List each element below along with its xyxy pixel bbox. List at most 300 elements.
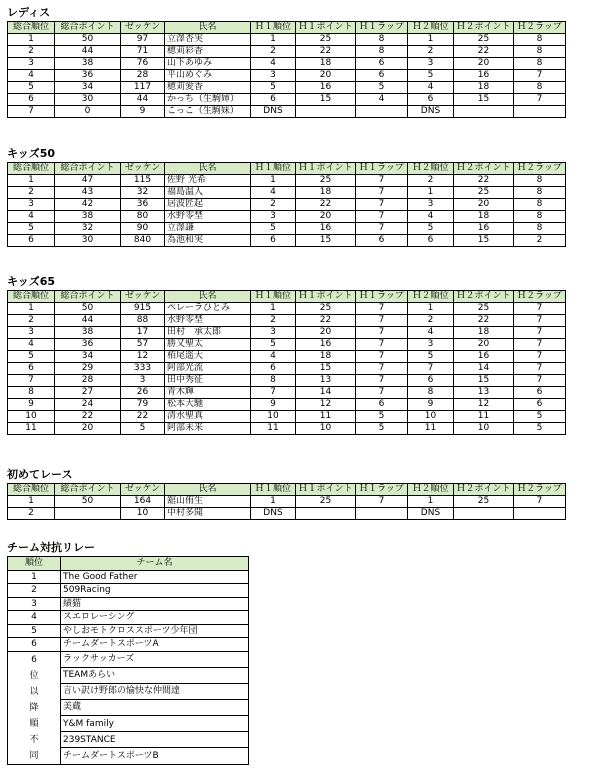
table-cell: 7 [356, 315, 408, 327]
table-row [8, 327, 566, 339]
table-cell: 50 [55, 34, 121, 46]
table-cell: 25 [454, 303, 514, 315]
table-cell: 9 [251, 399, 296, 411]
table-cell: 11 [8, 423, 55, 435]
table-cell: 穂苅愛香 [165, 82, 251, 94]
table-cell: 14 [454, 363, 514, 375]
table-cell: 8 [514, 223, 566, 235]
relay-unranked-label-char: 不 [29, 734, 39, 745]
table-cell: 15 [296, 94, 356, 106]
table-cell: 2 [8, 315, 55, 327]
table-cell: 8 [514, 199, 566, 211]
relay-rank: 4 [8, 611, 61, 625]
relay-team: 239STANCE [61, 732, 249, 748]
column-header: Ｈ２順位 [408, 163, 454, 175]
column-header: Ｈ１ラップ [356, 163, 408, 175]
table-cell: 22 [454, 315, 514, 327]
table-cell: 阿部未来 [165, 423, 251, 435]
table-row [8, 82, 566, 94]
table-cell: 7 [356, 303, 408, 315]
table-cell: 38 [55, 58, 121, 70]
table-cell: 7 [514, 315, 566, 327]
relay-unranked-label-char: 以 [29, 686, 39, 697]
column-header: 総合順位 [8, 22, 55, 34]
table-cell: 50 [55, 496, 121, 508]
column-header: Ｈ２順位 [408, 22, 454, 34]
table-cell: 20 [454, 339, 514, 351]
table-cell: 5 [514, 423, 566, 435]
column-header: Ｈ２ラップ [514, 291, 566, 303]
relay-unranked-label-char: 同 [29, 750, 39, 761]
results-table [7, 162, 566, 247]
table-row [8, 106, 566, 118]
column-header: 氏名 [165, 22, 251, 34]
table-cell: 8 [356, 46, 408, 58]
table-cell: 18 [296, 187, 356, 199]
table-cell: 1 [251, 175, 296, 187]
table-cell: 15 [296, 235, 356, 247]
table-cell: 20 [296, 327, 356, 339]
table-cell: 栢尾遥大 [165, 351, 251, 363]
table-cell: 88 [121, 315, 165, 327]
column-header: Ｈ１ラップ [356, 22, 408, 34]
table-cell: 117 [121, 82, 165, 94]
table-cell: 29 [55, 363, 121, 375]
header-row [8, 22, 566, 34]
column-header: Ｈ１順位 [251, 484, 296, 496]
header-row [8, 163, 566, 175]
relay-team: ラックサッカーズ [61, 651, 249, 667]
table-cell: 6 [8, 94, 55, 106]
table-cell: 5 [251, 339, 296, 351]
table-cell: 3 [408, 199, 454, 211]
table-cell: 7 [356, 363, 408, 375]
column-header: Ｈ１ポイント [296, 291, 356, 303]
table-cell: 立澤謙 [165, 223, 251, 235]
table-cell: 14 [296, 387, 356, 399]
header-row [8, 484, 566, 496]
table-cell: 15 [296, 363, 356, 375]
table-cell: 青木輝 [165, 387, 251, 399]
table-cell [296, 106, 356, 118]
table-cell: 6 [8, 235, 55, 247]
table-cell: 18 [454, 82, 514, 94]
table-cell: 2 [8, 187, 55, 199]
relay-row [8, 651, 249, 667]
table-cell: 25 [454, 34, 514, 46]
table-cell: 36 [121, 199, 165, 211]
column-header: 総合順位 [8, 484, 55, 496]
table-cell: 3 [251, 211, 296, 223]
column-header: 氏名 [165, 163, 251, 175]
ladies-section [7, 6, 566, 118]
column-header: Ｈ２ポイント [454, 291, 514, 303]
table-cell: 3 [251, 70, 296, 82]
table-cell: 8 [514, 175, 566, 187]
table-cell: 6 [356, 70, 408, 82]
table-cell: 164 [121, 496, 165, 508]
relay-row [8, 611, 249, 625]
table-cell: 25 [296, 496, 356, 508]
table-cell: 8 [8, 387, 55, 399]
table-cell: 7 [356, 387, 408, 399]
table-cell: 22 [296, 46, 356, 58]
table-cell: 4 [356, 94, 408, 106]
table-cell: 25 [454, 496, 514, 508]
relay-team: 績猫 [61, 597, 249, 611]
table-cell: 97 [121, 34, 165, 46]
table-cell: 7 [356, 223, 408, 235]
table-cell: 32 [121, 187, 165, 199]
table-row [8, 363, 566, 375]
column-header: Ｈ１順位 [251, 291, 296, 303]
table-cell: DNS [251, 508, 296, 520]
relay-team: やしおモトクロススポーツ少年団 [61, 624, 249, 638]
table-cell: 36 [55, 70, 121, 82]
section-title: レディス [7, 6, 51, 19]
table-row [8, 315, 566, 327]
table-cell: 18 [296, 351, 356, 363]
table-cell: 11 [454, 411, 514, 423]
table-cell: 1 [8, 496, 55, 508]
table-cell: 50 [55, 303, 121, 315]
table-cell: 3 [8, 327, 55, 339]
column-header: Ｈ１ポイント [296, 484, 356, 496]
table-cell: 2 [408, 315, 454, 327]
table-row [8, 211, 566, 223]
table-cell: 12 [454, 399, 514, 411]
table-cell: 7 [514, 339, 566, 351]
table-cell: 1 [8, 34, 55, 46]
relay-team: チームダートスポーツA [61, 638, 249, 652]
table-cell: 8 [514, 211, 566, 223]
table-cell: 22 [454, 46, 514, 58]
table-cell: 6 [408, 375, 454, 387]
table-cell: 2 [408, 46, 454, 58]
table-row [8, 199, 566, 211]
column-header: 総合ポイント [55, 22, 121, 34]
table-cell: 11 [251, 423, 296, 435]
table-cell: 7 [514, 363, 566, 375]
table-cell: 3 [121, 375, 165, 387]
results-table [7, 483, 566, 520]
table-cell: 6 [514, 399, 566, 411]
table-cell [514, 508, 566, 520]
table-cell: 20 [296, 70, 356, 82]
relay-team: 509Racing [61, 584, 249, 598]
table-cell: 8 [408, 387, 454, 399]
table-cell: 5 [251, 223, 296, 235]
relay-rank: 6 [8, 638, 61, 652]
table-row [8, 496, 566, 508]
table-cell: 840 [121, 235, 165, 247]
table-cell: 7 [356, 175, 408, 187]
table-cell: 福島温人 [165, 187, 251, 199]
relay-unranked-label-char: 位 [29, 670, 39, 681]
table-cell: 47 [55, 175, 121, 187]
relay-rank: 1 [8, 570, 61, 584]
column-header: Ｈ２順位 [408, 484, 454, 496]
table-cell: 4 [408, 82, 454, 94]
table-cell: 3 [408, 339, 454, 351]
table-cell: 10 [251, 411, 296, 423]
table-cell: 20 [454, 199, 514, 211]
column-header: Ｈ１ラップ [356, 484, 408, 496]
table-cell: 12 [121, 351, 165, 363]
table-cell: 25 [296, 34, 356, 46]
table-cell: 3 [251, 327, 296, 339]
table-cell: 2 [514, 235, 566, 247]
table-cell: 57 [121, 339, 165, 351]
first-race-section [7, 468, 566, 520]
relay-rank: 5 [8, 624, 61, 638]
table-cell: 10 [121, 508, 165, 520]
relay-team: Y&M family [61, 716, 249, 732]
table-cell: 20 [55, 423, 121, 435]
relay-team: チームダートスポーツB [61, 748, 249, 764]
table-row [8, 223, 566, 235]
table-cell: 7 [356, 187, 408, 199]
table-cell: 18 [296, 58, 356, 70]
relay-team: スエロレーシング [61, 611, 249, 625]
table-cell: 42 [55, 199, 121, 211]
table-cell: 79 [121, 399, 165, 411]
table-cell: 穂苅彩香 [165, 46, 251, 58]
table-cell: 6 [514, 387, 566, 399]
table-row [8, 399, 566, 411]
table-cell: 7 [514, 496, 566, 508]
table-cell: 8 [514, 82, 566, 94]
kids65-section [7, 275, 566, 435]
relay-team: 言い訳け野郎の愉快な仲間達 [61, 683, 249, 699]
table-cell: 7 [514, 303, 566, 315]
table-cell: 6 [251, 363, 296, 375]
table-cell: 30 [55, 94, 121, 106]
table-cell: 44 [55, 46, 121, 58]
table-cell: 0 [55, 106, 121, 118]
relay-unranked-label [8, 651, 61, 764]
table-cell: 1 [251, 303, 296, 315]
table-cell: 7 [408, 363, 454, 375]
table-cell: 6 [251, 94, 296, 106]
table-cell: 6 [251, 235, 296, 247]
results-table [7, 21, 566, 118]
table-cell: 立澤杏実 [165, 34, 251, 46]
table-cell: 6 [8, 363, 55, 375]
table-cell: 6 [408, 235, 454, 247]
table-cell: 1 [251, 34, 296, 46]
table-cell: 18 [454, 327, 514, 339]
table-cell: 2 [408, 175, 454, 187]
table-cell: 16 [296, 223, 356, 235]
table-cell: 915 [121, 303, 165, 315]
table-cell: 28 [55, 375, 121, 387]
table-cell: 7 [356, 199, 408, 211]
kids50-section [7, 147, 566, 247]
table-cell: 4 [251, 187, 296, 199]
table-cell: 7 [356, 351, 408, 363]
table-cell: 7 [356, 211, 408, 223]
table-cell: 34 [55, 351, 121, 363]
relay-header-row [8, 557, 249, 571]
table-cell: 舘山侑生 [165, 496, 251, 508]
relay-row [8, 624, 249, 638]
table-cell: 5 [8, 223, 55, 235]
section-title: キッズ50 [7, 147, 56, 160]
column-header: 氏名 [165, 484, 251, 496]
table-cell: DNS [408, 106, 454, 118]
column-header: Ｈ２ポイント [454, 22, 514, 34]
table-cell: 16 [296, 339, 356, 351]
table-cell: 76 [121, 58, 165, 70]
table-cell: 5 [408, 351, 454, 363]
table-row [8, 351, 566, 363]
table-cell: 8 [514, 58, 566, 70]
table-cell: 3 [8, 58, 55, 70]
table-cell: かっち（生駒姉） [165, 94, 251, 106]
table-cell: 7 [8, 106, 55, 118]
table-cell: DNS [408, 508, 454, 520]
section-title: チーム対抗リレー [7, 541, 95, 554]
relay-table [7, 556, 249, 765]
table-cell: 11 [408, 423, 454, 435]
relay-row [8, 584, 249, 598]
table-cell: 勝又聖太 [165, 339, 251, 351]
table-cell: 1 [8, 175, 55, 187]
table-cell: 20 [454, 58, 514, 70]
column-header: 総合順位 [8, 291, 55, 303]
table-cell: 44 [55, 315, 121, 327]
table-cell: 8 [356, 34, 408, 46]
table-cell: 2 [251, 46, 296, 58]
table-cell: 松本大馳 [165, 399, 251, 411]
table-cell: 9 [8, 399, 55, 411]
table-cell: 3 [408, 58, 454, 70]
table-cell: 7 [514, 94, 566, 106]
table-cell: 25 [454, 187, 514, 199]
table-row [8, 58, 566, 70]
table-cell: 13 [296, 375, 356, 387]
table-cell: 11 [296, 411, 356, 423]
table-row [8, 339, 566, 351]
table-cell: 13 [454, 387, 514, 399]
table-row [8, 175, 566, 187]
section-title: キッズ65 [7, 275, 56, 288]
table-cell: 6 [356, 399, 408, 411]
relay-row [8, 597, 249, 611]
table-cell: 6 [356, 58, 408, 70]
column-header: Ｈ２ラップ [514, 163, 566, 175]
table-cell: 5 [8, 351, 55, 363]
column-header: 総合ポイント [55, 163, 121, 175]
table-cell: 4 [251, 351, 296, 363]
table-cell: 115 [121, 175, 165, 187]
table-row [8, 235, 566, 247]
table-cell: 5 [356, 411, 408, 423]
section-title: 初めてレース [7, 468, 73, 481]
table-cell: 1 [408, 496, 454, 508]
table-cell: 6 [408, 94, 454, 106]
table-cell: 1 [408, 303, 454, 315]
column-header: Ｈ１ラップ [356, 291, 408, 303]
table-cell [454, 508, 514, 520]
relay-row [8, 638, 249, 652]
table-cell [356, 106, 408, 118]
results-table [7, 290, 566, 435]
table-cell: 阿部光流 [165, 363, 251, 375]
table-cell: 10 [296, 423, 356, 435]
table-cell: 7 [356, 375, 408, 387]
table-cell: 36 [55, 339, 121, 351]
table-cell: 44 [121, 94, 165, 106]
table-cell: 10 [454, 423, 514, 435]
table-cell: 15 [454, 375, 514, 387]
relay-unranked-label-char: 降 [29, 702, 39, 713]
table-cell [454, 106, 514, 118]
table-cell: 16 [454, 70, 514, 82]
table-row [8, 70, 566, 82]
column-header: ゼッケン [121, 484, 165, 496]
table-cell: 8 [514, 34, 566, 46]
table-cell: 5 [121, 423, 165, 435]
relay-unranked-label-char: 順 [29, 718, 39, 729]
table-cell: 4 [8, 339, 55, 351]
table-cell: 9 [408, 399, 454, 411]
relay-team-header: チーム名 [61, 557, 249, 571]
table-cell: 5 [408, 70, 454, 82]
table-row [8, 508, 566, 520]
table-cell: 5 [356, 82, 408, 94]
column-header: 総合順位 [8, 163, 55, 175]
table-cell: 15 [454, 235, 514, 247]
table-cell: 5 [8, 82, 55, 94]
table-cell: 17 [121, 327, 165, 339]
table-cell: 26 [121, 387, 165, 399]
table-cell: 7 [514, 375, 566, 387]
table-cell: 2 [251, 199, 296, 211]
relay-team: The Good Father [61, 570, 249, 584]
column-header: Ｈ２ラップ [514, 484, 566, 496]
header-row [8, 291, 566, 303]
table-cell: 34 [55, 82, 121, 94]
table-cell: 9 [121, 106, 165, 118]
column-header: Ｈ２順位 [408, 291, 454, 303]
column-header: Ｈ１ポイント [296, 163, 356, 175]
table-cell: 333 [121, 363, 165, 375]
table-cell: 中村多聞 [165, 508, 251, 520]
table-cell: 4 [408, 211, 454, 223]
table-cell: 7 [514, 70, 566, 82]
table-cell: 25 [296, 175, 356, 187]
table-cell: 5 [408, 223, 454, 235]
relay-rank: 3 [8, 597, 61, 611]
table-cell: 38 [55, 211, 121, 223]
table-cell: 16 [454, 223, 514, 235]
column-header: Ｈ２ラップ [514, 22, 566, 34]
column-header: Ｈ１順位 [251, 163, 296, 175]
table-cell: 5 [356, 423, 408, 435]
table-cell: 3 [8, 199, 55, 211]
table-cell [356, 508, 408, 520]
column-header: Ｈ２ポイント [454, 484, 514, 496]
table-cell: 2 [8, 508, 55, 520]
table-cell: 10 [408, 411, 454, 423]
table-cell: 22 [296, 315, 356, 327]
column-header: ゼッケン [121, 291, 165, 303]
table-cell: 10 [8, 411, 55, 423]
table-cell: 4 [8, 70, 55, 82]
table-cell: 為池和実 [165, 235, 251, 247]
